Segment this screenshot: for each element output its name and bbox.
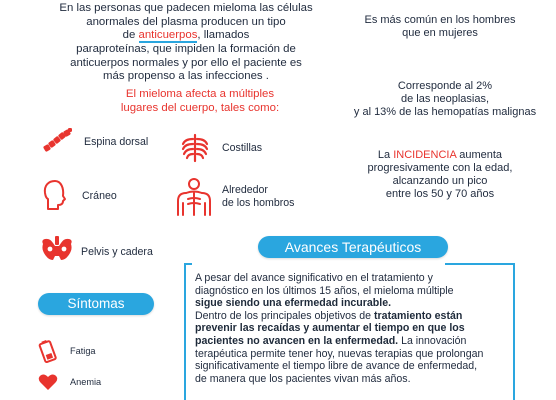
symptom-label: Fatiga	[70, 346, 96, 356]
intro-line: paraproteínas, que impiden la formación de	[76, 43, 296, 56]
anticuerpos-highlight: anticuerpos	[138, 29, 198, 42]
avances-line: de manera que los pacientes vivan más años.	[195, 372, 411, 385]
symptom-label: Anemia	[70, 377, 102, 387]
callout-text: La	[377, 149, 394, 161]
body-part-label: de los hombros	[222, 197, 295, 209]
body-part-spine	[42, 127, 148, 157]
avances-line	[195, 335, 511, 348]
callout-incidence-share	[340, 80, 550, 119]
avances-text	[195, 272, 511, 385]
affected-areas-heading	[100, 88, 300, 115]
incidencia-highlight: INCIDENCIA	[393, 149, 457, 161]
callout-age	[340, 149, 540, 201]
body-part-label: Cráneo	[82, 189, 117, 202]
callout-line: y al 13% de las hemopatías malignas	[353, 106, 537, 118]
heart-icon	[38, 373, 58, 391]
callout-line: alcanzando un pico	[392, 175, 488, 187]
avances-text-span: La innovación	[398, 334, 467, 347]
pelvis-icon	[40, 236, 74, 268]
body-part-label: Costillas	[222, 141, 263, 154]
intro-line: En las personas que padecen mieloma las células	[59, 2, 313, 14]
avances-bold: tratamiento están	[374, 309, 463, 322]
avances-bold: sigue siendo una efermedad incurable.	[195, 297, 392, 310]
avances-line: diagnóstico en los últimos 15 años, el mieloma múltiple	[195, 284, 454, 297]
body-part-ribs	[180, 133, 262, 163]
callout-line: Es más común en los hombres	[364, 14, 516, 26]
callout-gender	[340, 14, 540, 40]
avances-line	[195, 297, 511, 310]
callout-line: entre los 50 y 70 años	[385, 188, 495, 200]
ribs-icon	[180, 133, 210, 163]
shoulders-icon	[174, 177, 214, 217]
intro-line: anticuerpos normales y por ello el paciente es	[70, 56, 302, 69]
battery-low-icon	[38, 339, 58, 363]
symptom-anemia	[38, 373, 101, 391]
intro-text: , llamados	[197, 29, 250, 42]
spine-icon	[42, 127, 74, 157]
avances-bold: prevenir las recaídas y aumentar el tiempo en que los	[195, 322, 465, 335]
symptom-fatigue	[38, 339, 96, 363]
intro-paragraph	[50, 2, 322, 84]
intro-line: más propenso a las infecciones .	[103, 70, 269, 83]
sintomas-title: Síntomas	[38, 293, 154, 315]
body-part-label: Espina dorsal	[84, 135, 149, 148]
avances-line: A pesar del avance significativo en el tratamiento y	[195, 272, 433, 284]
body-part-label: Alrededor	[222, 184, 268, 196]
intro-line: anormales del plasma producen un tipo	[86, 15, 286, 28]
avances-line	[195, 322, 511, 335]
avances-line: significativamente el tiempo libre de avance de enfermedad,	[195, 360, 478, 373]
callout-line: de las neoplasias,	[400, 93, 490, 105]
avances-line: terapéutica permite tener hoy, nuevas terapias que prolongan	[195, 347, 484, 360]
body-part-pelvis	[40, 236, 153, 268]
avances-title: Avances Terapéuticos	[258, 236, 448, 258]
avances-bold: pacientes no avancen en la enfermedad.	[195, 334, 399, 347]
callout-text: aumenta	[456, 149, 503, 161]
callout-line	[340, 149, 540, 162]
avances-text-span: Dentro de los principales objetivos de	[195, 309, 375, 322]
body-part-label: Pelvis y cadera	[81, 245, 153, 258]
callout-line: progresivamente con la edad,	[367, 162, 513, 174]
affected-line: El mieloma afecta a múltiples	[125, 88, 275, 100]
body-part-skull	[42, 179, 117, 213]
body-part-shoulders	[174, 177, 294, 217]
callout-line: Corresponde al 2%	[397, 80, 493, 92]
body-part-label-group	[222, 184, 294, 210]
avances-line	[195, 310, 511, 323]
affected-line: lugares del cuerpo, tales como:	[120, 101, 280, 114]
intro-line	[50, 29, 322, 43]
callout-line: que en mujeres	[402, 27, 478, 39]
intro-text: de	[122, 29, 139, 42]
head-icon	[42, 179, 68, 213]
